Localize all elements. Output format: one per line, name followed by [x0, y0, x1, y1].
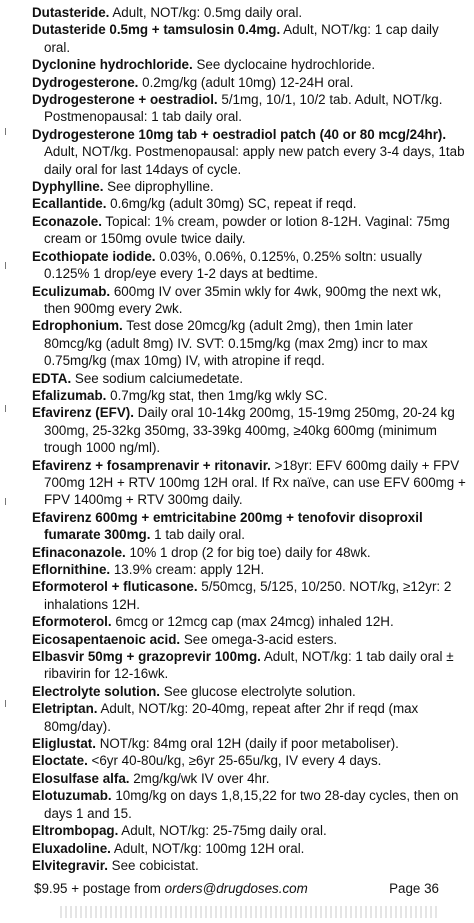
drug-entry — [32, 770, 468, 787]
drug-name: Eliglustat. — [32, 736, 96, 752]
drug-entry — [32, 631, 468, 648]
dosage-text: Adult, NOT/kg: 25-75mg daily oral. — [118, 823, 327, 839]
drug-name: Dyclonine hydrochloride. — [32, 57, 193, 73]
drug-entry — [32, 457, 468, 509]
drug-name: Eluxadoline. — [32, 840, 111, 856]
order-info — [34, 880, 308, 897]
dosage-text: 0.2mg/kg (adult 10mg) 12-24H oral. — [138, 74, 354, 90]
drug-name: Efavirenz 600mg + emtricitabine 200mg + tenofovir disoproxil fumarate 300mg. — [32, 509, 423, 543]
drug-name: Eflornithine. — [32, 562, 111, 577]
dosage-text: See dyclocaine hydrochloride. — [192, 57, 376, 73]
drug-entry — [32, 404, 468, 456]
dosage-text: Adult, NOT/kg: 0.5mg daily oral. — [109, 5, 303, 20]
drug-entry — [32, 683, 468, 700]
drug-entry — [32, 91, 468, 126]
dosage-text: 1 tab daily oral. — [150, 527, 245, 543]
drug-name: Dutasteride 0.5mg + tamsulosin 0.4mg. — [32, 22, 281, 38]
drug-name: Eletriptan. — [32, 701, 98, 717]
order-email: orders@drugdoses.com — [164, 881, 308, 896]
drug-entry — [32, 544, 468, 561]
dosage-text: NOT/kg: 84mg oral 12H (daily if poor metaboliser). — [96, 736, 399, 752]
drug-entry — [32, 21, 468, 56]
dosage-text: 5/1mg, 10/1, 10/2 tab. Adult, NOT/kg. Postmenopausal: 1 tab daily oral. — [44, 92, 443, 125]
drug-entry — [32, 56, 468, 73]
drug-entry — [32, 613, 468, 630]
dosage-text: Adult, NOT/kg. Postmenopausal: apply new patch every 3-4 days, 1tab daily oral for last 14days of cycle. — [44, 144, 465, 177]
drug-entry — [32, 370, 468, 387]
scan-margin-mark — [5, 700, 6, 707]
dosage-text: 13.9% cream: apply 12H. — [110, 562, 265, 577]
dosage-text: 600mg IV over 35min wkly for 4wk, 900mg the next wk, then 900mg every 2wk. — [44, 283, 442, 316]
drug-name: Efavirenz (EFV). — [32, 405, 134, 421]
drug-name: Elvitegravir. — [32, 857, 108, 873]
drug-entry — [32, 700, 468, 735]
dosage-text: See cobicistat. — [107, 857, 199, 873]
scan-margin-mark — [5, 128, 6, 135]
drug-entry — [32, 387, 468, 404]
drug-name: Dydrogesterone. — [32, 74, 139, 90]
scan-margin-mark — [5, 405, 6, 412]
drug-entry — [32, 578, 468, 613]
drug-name: Econazole. — [32, 213, 102, 229]
drug-entry — [32, 317, 468, 369]
drug-entry — [32, 822, 468, 839]
price-text: $9.95 + postage from — [34, 881, 165, 896]
dosage-text: See glucose electrolyte solution. — [159, 683, 356, 699]
drug-entry — [32, 126, 468, 178]
page-footer — [34, 880, 439, 897]
drug-name: Dydrogesterone + oestradiol. — [32, 92, 218, 108]
dosage-text: Adult, NOT/kg: 100mg 12H oral. — [110, 840, 305, 856]
drug-entry — [32, 195, 468, 212]
drug-name: Elbasvir 50mg + grazoprevir 100mg. — [32, 649, 261, 665]
drug-name: Eltrombopag. — [32, 823, 119, 839]
dosage-text: Adult, NOT/kg: 1 tab daily oral ± ribavirin for 12-16wk. — [44, 649, 454, 682]
drug-entry — [32, 248, 468, 283]
drug-name: Electrolyte solution. — [32, 683, 160, 699]
drug-name: Edrophonium. — [32, 318, 123, 334]
dosage-text: Topical: 1% cream, powder or lotion 8-12H. Vaginal: 75mg cream or 150mg ovule twice daily. — [44, 213, 450, 247]
drug-entry — [32, 787, 468, 822]
drug-name: Ecothiopate iodide. — [32, 248, 156, 264]
dosage-text: 0.7mg/kg stat, then 1mg/kg wkly SC. — [106, 387, 328, 403]
drug-name: Eformoterol + fluticasone. — [32, 579, 198, 595]
dosage-text: 6mcg or 12mcg cap (max 24mcg) inhaled 12H. — [111, 614, 394, 630]
dosage-text: 0.6mg/kg (adult 30mg) SC, repeat if reqd. — [106, 196, 357, 212]
drug-name: Elosulfase alfa. — [32, 770, 130, 786]
document-page — [32, 4, 468, 874]
dosage-text: See sodium calciumedetate. — [71, 370, 244, 386]
drug-entry — [32, 213, 468, 248]
drug-name: Efavirenz + fosamprenavir + ritonavir. — [32, 457, 271, 473]
drug-name: Dyphylline. — [32, 179, 104, 195]
drug-entry — [32, 178, 468, 195]
dosage-text: 5/50mcg, 5/125, 10/250. NOT/kg, ≥12yr: 2 inhalations 12H. — [44, 579, 452, 612]
drug-name: Elotuzumab. — [32, 788, 112, 804]
drug-name: Efinaconazole. — [32, 544, 126, 560]
scan-margin-mark — [5, 262, 6, 269]
drug-entry — [32, 648, 468, 683]
dosage-text: 10% 1 drop (2 for big toe) daily for 48wk. — [125, 544, 371, 560]
dosage-text: 0.03%, 0.06%, 0.125%, 0.25% soltn: usually 0.125% 1 drop/eye every 1-2 days at bedtime. — [44, 248, 422, 282]
drug-name: Eicosapentaenoic acid. — [32, 631, 181, 647]
drug-name: Efalizumab. — [32, 387, 107, 403]
dosage-text: Adult, NOT/kg: 20-40mg, repeat after 2hr if reqd (max 80mg/day). — [44, 701, 419, 734]
drug-name: Eculizumab. — [32, 283, 111, 299]
drug-entry — [32, 857, 468, 874]
drug-name: EDTA. — [32, 370, 72, 386]
drug-name: Dydrogesterone 10mg tab + oestradiol patch (40 or 80 mcg/24hr). — [32, 126, 447, 142]
drug-entry — [32, 4, 468, 21]
drug-entry — [32, 283, 468, 318]
drug-name: Eformoterol. — [32, 614, 112, 630]
dosage-text: >18yr: EFV 600mg daily + FPV 700mg 12H + RTV 100mg 12H oral. If Rx naïve, can use EFV 600mg + FPV 1400mg + RTV 300mg daily. — [44, 457, 466, 508]
drug-name: Ecallantide. — [32, 196, 107, 212]
scan-margin-mark — [5, 498, 6, 505]
dosage-text: Daily oral 10-14kg 200mg, 15-19mg 250mg, 20-24 kg 300mg, 25-32kg 350mg, 33-39kg 400mg, ≥40kg 600mg (minimum trough 1000 ng/ml). — [44, 405, 455, 456]
drug-name: Dutasteride. — [32, 5, 110, 20]
dosage-text: Adult, NOT/kg: 1 cap daily oral. — [44, 22, 439, 55]
drug-entry — [32, 840, 468, 857]
dosage-text: <6yr 40-80u/kg, ≥6yr 25-65u/kg, IV every 4 days. — [87, 753, 382, 769]
dosage-text: See diprophylline. — [103, 179, 214, 195]
scan-noise — [60, 906, 440, 918]
drug-entry — [32, 74, 468, 91]
dosage-text: 10mg/kg on days 1,8,15,22 for two 28-day cycles, then on days 1 and 15. — [44, 788, 459, 821]
drug-entry — [32, 561, 468, 578]
page-number: Page 36 — [389, 881, 439, 896]
drug-entry — [32, 509, 468, 544]
dosage-text: See omega-3-acid esters. — [180, 631, 338, 647]
dosage-text: Test dose 20mcg/kg (adult 2mg), then 1min later 80mcg/kg (adult 8mg) IV. SVT: 0.15mg/kg (max 2mg) incr to max 0.75mg/kg (max 10mg) IV, with atropine if reqd. — [44, 318, 428, 369]
drug-name: Eloctate. — [32, 753, 88, 769]
drug-entry — [32, 735, 468, 752]
drug-entry — [32, 752, 468, 769]
dosage-text: 2mg/kg/wk IV over 4hr. — [129, 770, 270, 786]
